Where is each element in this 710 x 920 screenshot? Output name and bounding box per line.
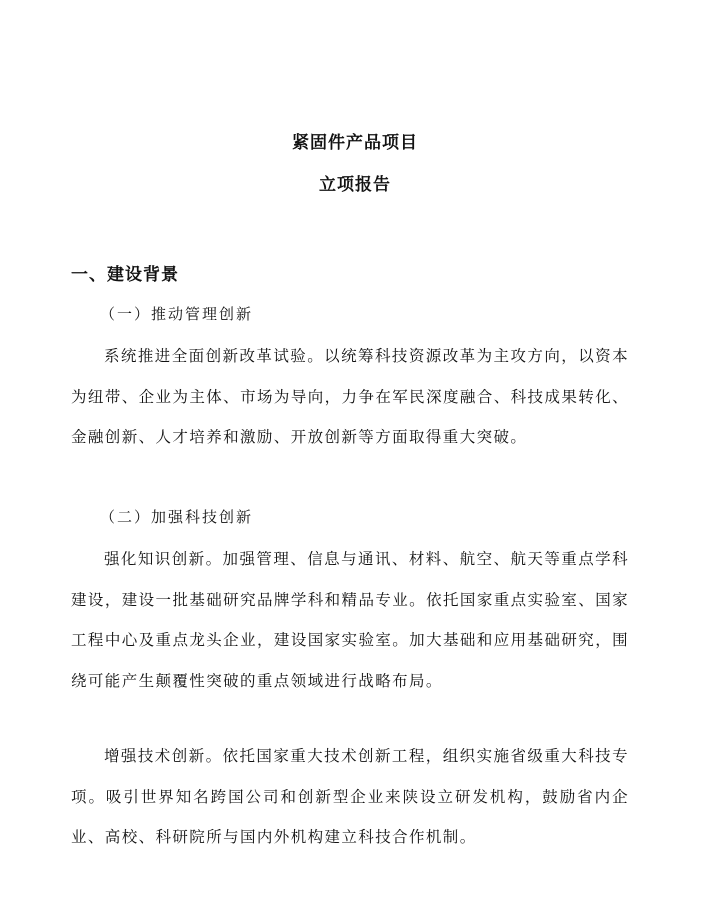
paragraph-technology-innovation: 增强技术创新。依托国家重大技术创新工程，组织实施省级重大科技专项。吸引世界知名跨国公司和创新型企业来陕设立研发机构，鼓励省内企业、高校、科研院所与国内外机构建立科技合作机制。	[71, 747, 629, 847]
document-title: 紧固件产品项目	[292, 133, 418, 153]
paragraph-knowledge-innovation: 强化知识创新。加强管理、信息与通讯、材料、航空、航天等重点学科建设，建设一批基础研究品牌学科和精品专业。依托国家重点实验室、国家工程中心及重点龙头企业，建设国家实验室。加大基础和应用基础研究，围绕可能产生颠覆性突破的重点领域进行战略布局。	[71, 550, 629, 691]
document-subtitle: 立项报告	[319, 175, 391, 195]
paragraph-management-innovation: 系统推进全面创新改革试验。以统筹科技资源改革为主攻方向，以资本为纽带、企业为主体、市场为导向，力争在军民深度融合、科技成果转化、金融创新、人才培养和激励、开放创新等方面取得重大突破。	[71, 347, 629, 447]
section-heading: 一、建设背景	[71, 265, 179, 285]
subsection-heading-management-innovation: （一）推动管理创新	[100, 305, 254, 323]
subsection-heading-tech-innovation: （二）加强科技创新	[100, 508, 254, 526]
